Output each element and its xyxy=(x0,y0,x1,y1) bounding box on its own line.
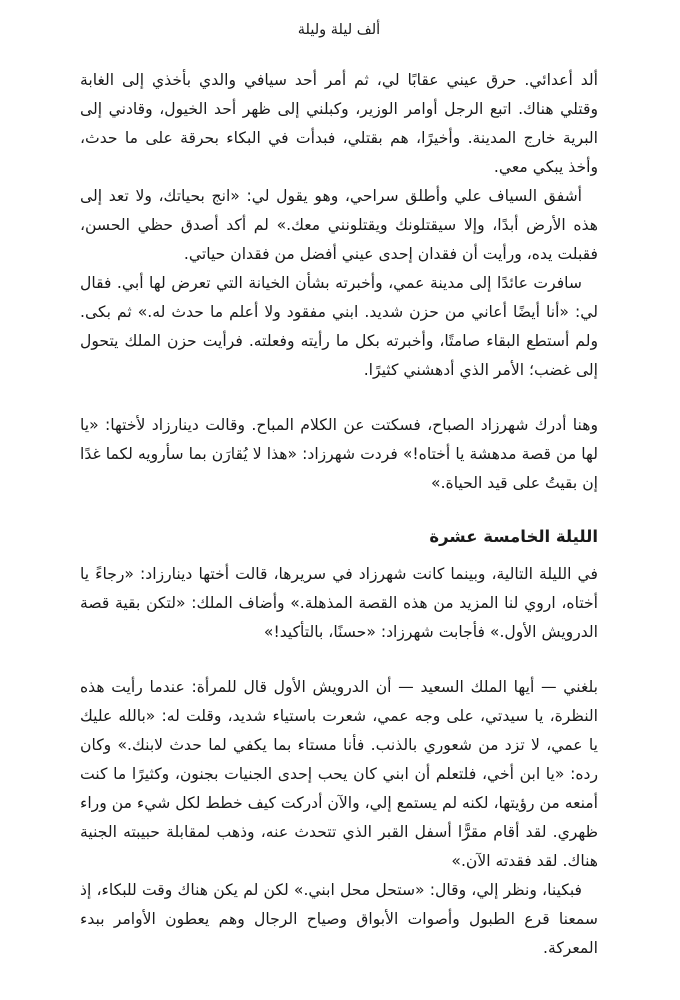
paragraph-6: بلغني — أيها الملك السعيد — أن الدرويش الأول قال للمرأة: عندما رأيت هذه النظرة، يا سيدتي، على وجه عمي، شعرت باستياء شديد، وقلت له: «بالله عليك يا عمي، لا تزد من شعوري بالذنب. فأنا مستاء بما يكفي لما حدث لابنك.» وكان رده: «يا ابن أخي، فلتعلم أن ابني كان يحب إحدى الجنيات بجنون، وكثيرًا ما كنت أمنعه من رؤيتها، لكنه لم يستمع إلي، والآن أدركت كيف خطط لكل شيء من وراء ظهري. لقد أقام مقرًّا أسفل القبر الذي تتحدث عنه، وذهب لمقابلة حبيبته الجنية هناك. لقد فقدته الآن.» xyxy=(80,678,598,870)
paragraph-7: فبكينا، ونظر إلي، وقال: «ستحل محل ابني.» لكن لم يكن هناك وقت للبكاء، إذ سمعنا قرع الطبول وأصوات الأبواق وصياح الرجال وهم يعطون الأوامر ببدء المعركة. xyxy=(80,881,598,957)
paragraph-5: في الليلة التالية، وبينما كانت شهرزاد في سريرها، قالت أختها دينارزاد: «رجاءً يا أختاه، اروي لنا المزيد من هذه القصة المذهلة.» وأضاف الملك: «لتكن بقية قصة الدرويش الأول.» فأجابت شهرزاد: «حسنًا، بالتأكيد!» xyxy=(80,565,598,641)
paragraph-3: سافرت عائدًا إلى مدينة عمي، وأخبرته بشأن الخيانة التي تعرض لها أبي. فقال لي: «أنا أيضًا أعاني من حزن شديد. ابني مفقود ولا أعلم ما حدث له.» ثم بكى. ولم أستطع البقاء صامتًا، وأخبرته بكل ما رأيته وفعلته. فرأيت حزن الملك يتحول إلى غضب؛ الأمر الذي أدهشني كثيرًا. xyxy=(80,274,598,379)
paragraph-2: أشفق السياف علي وأطلق سراحي، وهو يقول لي: «انج بحياتك، ولا تعد إلى هذه الأرض أبدًا، وإلا سيقتلونك ويقتلونني معك.» لم أكد أصدق حظي الحسن، فقبلت يده، ورأيت أن فقدان إحدى عيني أفضل من فقدان حياتي. xyxy=(80,187,598,263)
running-header: ألف ليلة وليلة xyxy=(297,22,381,38)
paragraph-4: وهنا أدرك شهرزاد الصباح، فسكتت عن الكلام المباح. وقالت دينارزاد لأختها: «يا لها من قصة مدهشة يا أختاه!» فردت شهرزاد: «هذا لا يُقارَن بما سأرويه لكما غدًا إن بقيتُ على قيد الحياة.» xyxy=(80,416,598,492)
chapter-heading: الليلة الخامسة عشرة xyxy=(429,527,598,546)
paragraph-1: ألد أعدائي. حرق عيني عقابًا لي، ثم أمر أحد سيافي والدي بأخذي إلى الغابة وقتلي هناك. اتبع الرجل أوامر الوزير، وكبلني إلى ظهر أحد الخيول، وقادني إلى البرية خارج المدينة. وأخيرًا، هم بقتلي، فبدأت في البكاء بحرقة على ما حدث، وأخذ يبكي معي. xyxy=(80,71,598,176)
